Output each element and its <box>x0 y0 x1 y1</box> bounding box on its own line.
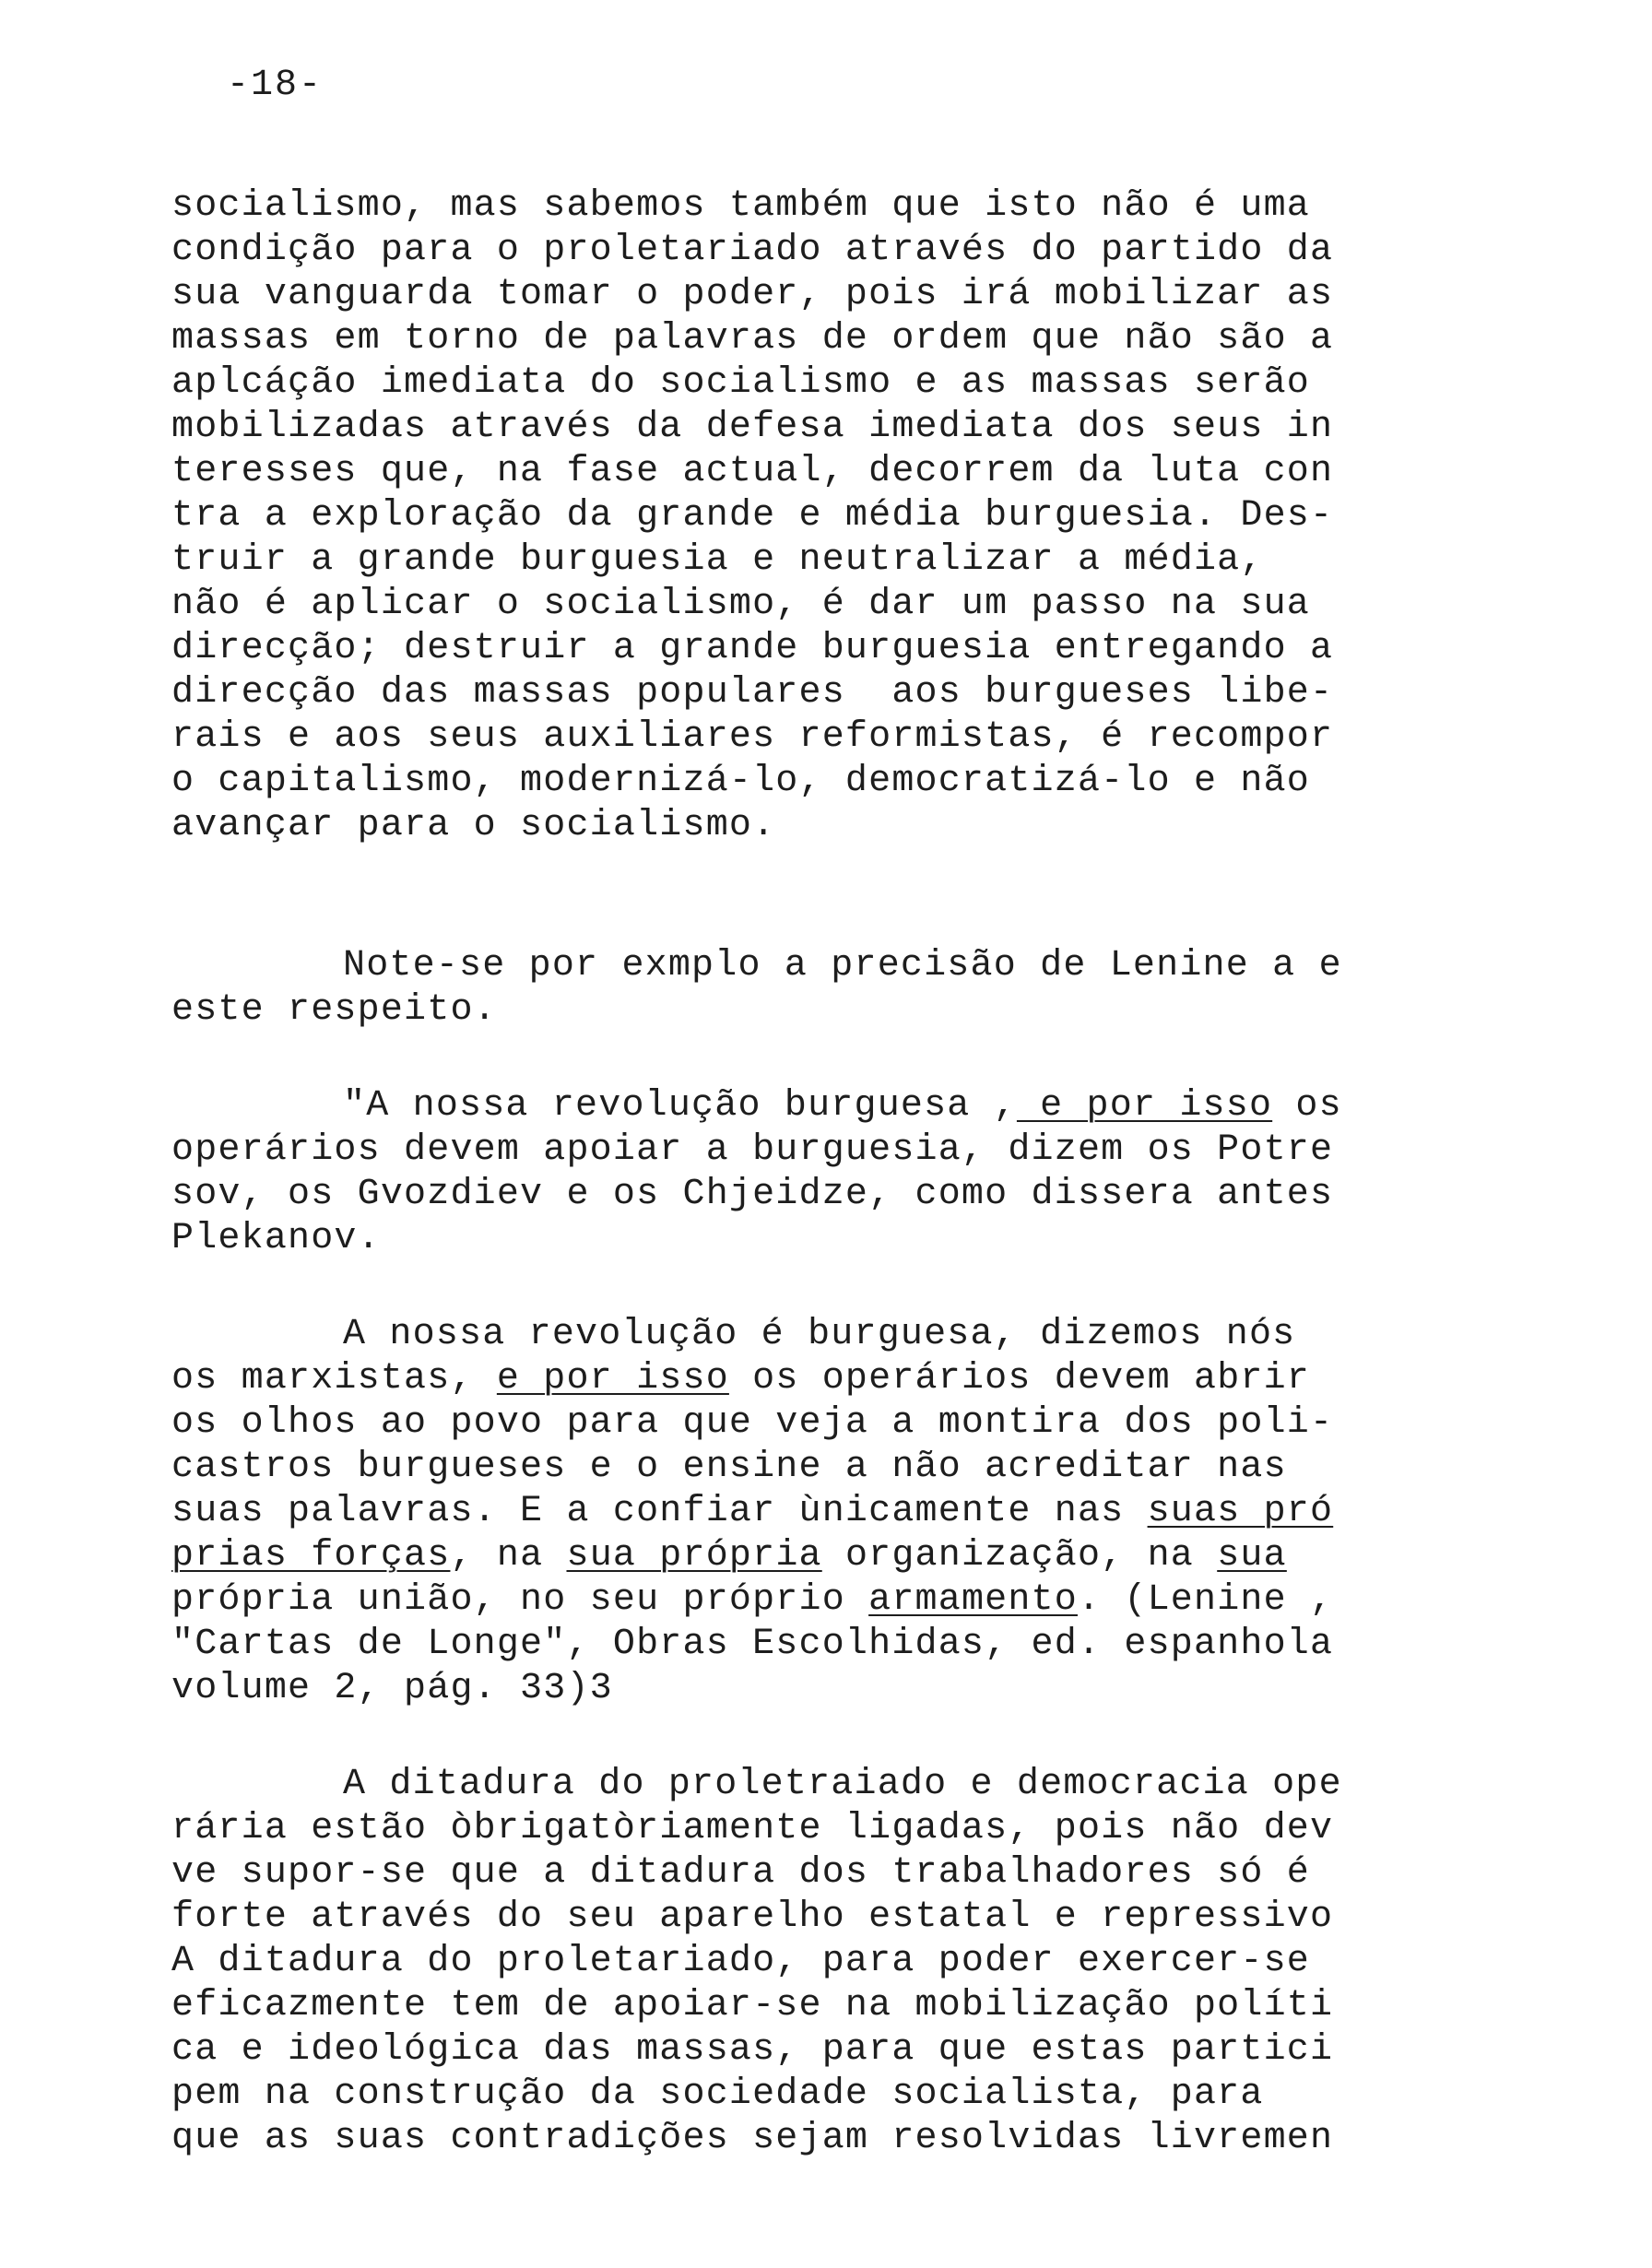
paragraph-2-line-2: este respeito. <box>171 989 497 1031</box>
text-segment: organização, na <box>821 1535 1218 1577</box>
text-segment: , na <box>450 1535 567 1577</box>
paragraph-1-line-14: o capitalismo, modernizá-lo, democratizá-lo e não <box>171 761 1310 802</box>
paragraph-1-line-2: condição para o proletariado através do partido da <box>171 230 1334 271</box>
paragraph-5-line-8: pem na construção da sociedade socialista, para <box>171 2073 1264 2115</box>
paragraph-1-line-7: teresses que, na fase actual, decorrem da luta con <box>171 451 1334 492</box>
paragraph-4-line-6 <box>171 1534 1287 1578</box>
underlined-prias-forcas: prias forças <box>171 1535 451 1577</box>
underlined-armamento: armamento <box>868 1579 1078 1621</box>
paragraph-5-line-3: ve supor-se que a ditadura dos trabalhadores só é <box>171 1852 1310 1894</box>
paragraph-1-line-11: direcção; destruir a grande burguesia entregando a <box>171 628 1334 669</box>
quote-text-segment: os <box>1272 1085 1342 1127</box>
text-segment: própria união, no seu próprio <box>171 1579 869 1621</box>
paragraph-4-line-9: volume 2, pág. 33)3 <box>171 1668 613 1709</box>
underlined-e-por-isso: e por isso <box>1016 1085 1273 1127</box>
quote-text-segment: "A nossa revolução burguesa , <box>343 1085 1017 1127</box>
paragraph-1-line-12: direcção das massas populares aos burgueses libe- <box>171 672 1334 714</box>
paragraph-5-line-4: forte através do seu aparelho estatal e repressivo <box>171 1896 1334 1938</box>
paragraph-4-line-5 <box>171 1490 1333 1534</box>
underlined-e-por-isso: e por isso <box>496 1358 729 1400</box>
paragraph-4-line-8: "Cartas de Longe", Obras Escolhidas, ed. espanhola <box>171 1624 1334 1665</box>
paragraph-5-line-9: que as suas contradições sejam resolvidas livremen <box>171 2118 1334 2159</box>
text-segment: . (Lenine , <box>1077 1579 1334 1621</box>
paragraph-2-line-1: Note-se por exmplo a precisão de Lenine a e <box>343 945 1342 986</box>
paragraph-1-line-5: aplcáção imediata do socialismo e as massas serão <box>171 362 1310 404</box>
underlined-sua-propria: sua própria <box>566 1535 822 1577</box>
paragraph-3-line-2: operários devem apoiar a burguesia, dizem os Potre <box>171 1129 1334 1171</box>
paragraph-5-line-6: eficazmente tem de apoiar-se na mobilização políti <box>171 1985 1334 2026</box>
paragraph-1-line-3: sua vanguarda tomar o poder, pois irá mobilizar as <box>171 274 1334 315</box>
paragraph-1-line-1: socialismo, mas sabemos também que isto não é uma <box>171 185 1310 227</box>
paragraph-1-line-4: massas em torno de palavras de ordem que não são a <box>171 318 1334 360</box>
paragraph-4-line-1: A nossa revolução é burguesa, dizemos nós <box>343 1314 1296 1355</box>
paragraph-3-line-4: Plekanov. <box>171 1218 381 1259</box>
paragraph-5-line-1: A ditadura do proletraiado e democracia ope <box>343 1764 1342 1805</box>
paragraph-1-line-9: truir a grande burguesia e neutralizar a média, <box>171 539 1264 581</box>
text-segment: os marxistas, <box>171 1358 497 1400</box>
paragraph-3-line-1 <box>343 1084 1342 1128</box>
paragraph-1-line-10: não é aplicar o socialismo, é dar um passo na sua <box>171 584 1310 625</box>
paragraph-4-line-7 <box>171 1578 1333 1623</box>
paragraph-5-line-7: ca e ideológica das massas, para que estas partici <box>171 2029 1334 2071</box>
text-segment: suas palavras. E a confiar ùnicamente nas <box>171 1491 1148 1532</box>
paragraph-4-line-4: castros burgueses e o ensine a não acreditar nas <box>171 1447 1287 1488</box>
page-number: -18- <box>227 65 324 106</box>
paragraph-4-line-3: os olhos ao povo para que veja a montira dos poli- <box>171 1402 1334 1444</box>
paragraph-5-line-2: rária estão òbrigatòriamente ligadas, pois não dev <box>171 1808 1334 1849</box>
paragraph-1-line-13: rais e aos seus auxiliares reformistas, é recompor <box>171 716 1334 758</box>
paragraph-3-line-3: sov, os Gvozdiev e os Chjeidze, como dissera antes <box>171 1174 1334 1215</box>
underlined-suas-pro: suas pró <box>1147 1491 1334 1532</box>
underlined-sua: sua <box>1217 1535 1287 1577</box>
paragraph-1-line-15: avançar para o socialismo. <box>171 805 776 846</box>
paragraph-4-line-2 <box>171 1357 1310 1401</box>
text-segment: os operários devem abrir <box>728 1358 1311 1400</box>
paragraph-1-line-6: mobilizadas através da defesa imediata dos seus in <box>171 407 1334 448</box>
paragraph-1-line-8: tra a exploração da grande e média burguesia. Des- <box>171 495 1334 537</box>
paragraph-5-line-5: A ditadura do proletariado, para poder exercer-se <box>171 1941 1310 1982</box>
